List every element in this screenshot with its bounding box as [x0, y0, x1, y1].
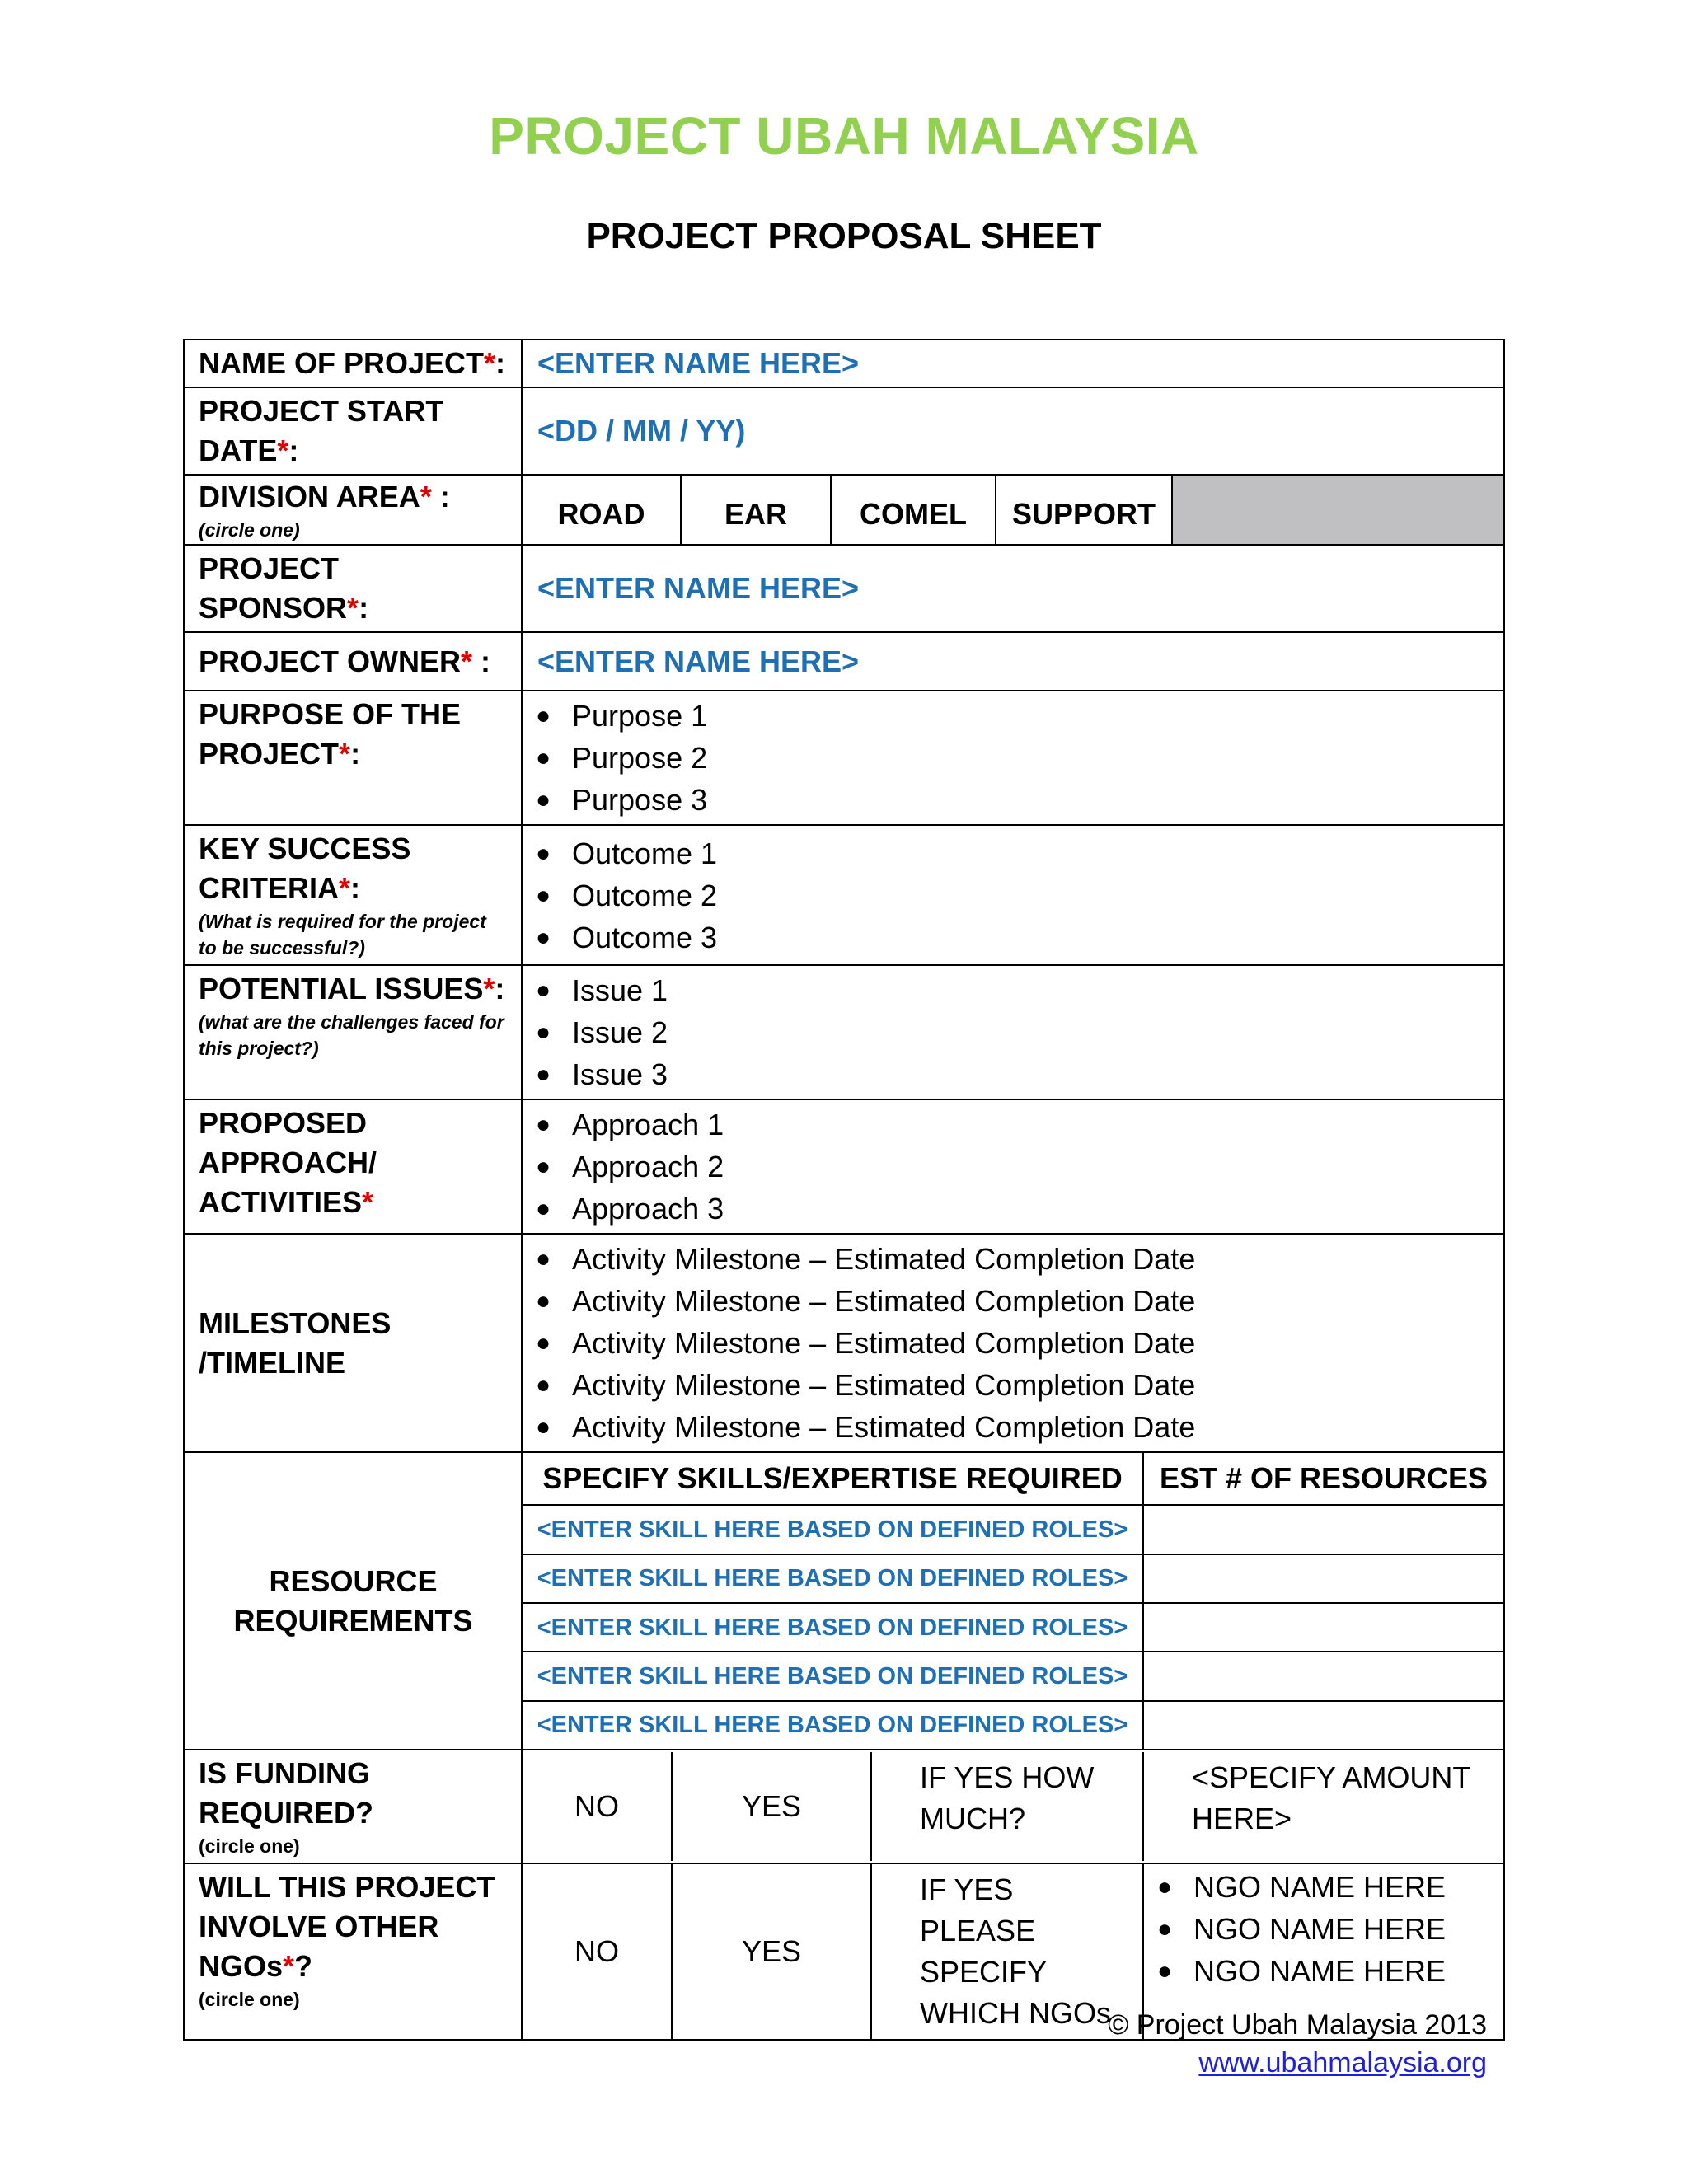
label-project-owner: PROJECT OWNER* : — [184, 632, 522, 691]
column-header-skills: SPECIFY SKILLS/EXPERTISE REQUIRED — [542, 1461, 1123, 1496]
ngos-list — [1144, 1864, 1503, 1995]
purpose-list — [523, 691, 1503, 824]
division-option-support[interactable]: SUPPORT — [996, 476, 1172, 544]
row-name-of-project — [184, 340, 1504, 387]
issues-list — [523, 966, 1503, 1099]
skill-field[interactable]: <ENTER SKILL HERE BASED ON DEFINED ROLES> — [523, 1554, 1143, 1603]
label-proposed-approach: PROPOSED APPROACH/ ACTIVITIES* — [184, 1099, 522, 1234]
table-row — [523, 1752, 1503, 1861]
bullet-icon: ● — [536, 1061, 551, 1088]
bullet-icon: ● — [536, 1019, 551, 1046]
ngos-option-yes[interactable]: YES — [672, 1864, 871, 2039]
issues-list-cell — [522, 965, 1504, 1099]
funding-question: IF YES HOW MUCH? — [871, 1752, 1143, 1861]
list-item[interactable]: ● Activity Milestone – Estimated Completion Date — [536, 1280, 1503, 1322]
approach-list-cell — [522, 1099, 1504, 1234]
resources-table — [523, 1453, 1503, 1749]
row-project-sponsor — [184, 545, 1504, 632]
column-header-resources: EST # OF RESOURCES — [1143, 1453, 1503, 1505]
bullet-icon: ● — [536, 702, 551, 729]
label-funding: IS FUNDING REQUIRED? (circle one) — [184, 1750, 522, 1863]
division-option-comel[interactable]: COMEL — [831, 476, 996, 544]
list-item[interactable]: ● Outcome 2 — [536, 874, 1503, 916]
skill-field[interactable]: <ENTER SKILL HERE BASED ON DEFINED ROLES> — [523, 1701, 1143, 1749]
label-resource-requirements: RESOURCE REQUIREMENTS — [184, 1452, 522, 1750]
funding-option-no[interactable]: NO — [574, 1789, 619, 1823]
bullet-icon: ● — [536, 1287, 551, 1315]
resource-count-field[interactable] — [1143, 1701, 1503, 1749]
list-item[interactable]: ● Purpose 3 — [536, 779, 1503, 821]
resource-count-field[interactable] — [1143, 1652, 1503, 1700]
skill-field[interactable]: <ENTER SKILL HERE BASED ON DEFINED ROLES> — [523, 1603, 1143, 1652]
label-key-success-criteria: KEY SUCCESS CRITERIA*: (What is required for the project to be successful?) — [184, 825, 522, 965]
footer — [1108, 2006, 1487, 2082]
bullet-icon: ● — [536, 1111, 551, 1138]
list-item[interactable]: ● Activity Milestone – Estimated Completion Date — [536, 1406, 1503, 1448]
approach-list — [523, 1100, 1503, 1233]
division-options-cell — [522, 475, 1504, 545]
bullet-icon: ● — [536, 881, 551, 909]
required-marker: * — [420, 480, 432, 513]
bullet-icon: ● — [536, 1329, 551, 1357]
list-item[interactable]: ● Issue 3 — [536, 1053, 1503, 1095]
list-item[interactable]: ● Issue 2 — [536, 1011, 1503, 1053]
division-option-ear[interactable]: EAR — [681, 476, 831, 544]
list-item[interactable]: ● Approach 3 — [536, 1188, 1503, 1230]
list-item[interactable]: ● NGO NAME HERE — [1157, 1908, 1503, 1950]
issues-hint: (what are the challenges faced for this project?) — [199, 1011, 504, 1059]
copyright-text: © Project Ubah Malaysia 2013 — [1108, 2009, 1487, 2041]
row-proposed-approach — [184, 1099, 1504, 1234]
bullet-icon: ● — [536, 1195, 551, 1222]
success-list — [523, 829, 1503, 962]
website-link[interactable]: www.ubahmalaysia.org — [1198, 2047, 1487, 2079]
row-start-date — [184, 387, 1504, 475]
division-shaded-cell — [1172, 476, 1503, 544]
label-division-area: DIVISION AREA* : (circle one) — [184, 475, 522, 545]
label-project-sponsor: PROJECT SPONSOR*: — [184, 545, 522, 632]
bullet-icon: ● — [1157, 1957, 1173, 1985]
success-hint: (What is required for the project to be successful?) — [199, 911, 486, 958]
list-item[interactable]: ● Activity Milestone – Estimated Completion Date — [536, 1238, 1503, 1280]
start-date-field[interactable]: <DD / MM / YY) — [522, 387, 1504, 475]
required-marker: * — [277, 434, 289, 467]
required-marker: * — [347, 591, 359, 625]
row-potential-issues — [184, 965, 1504, 1099]
table-row — [523, 1701, 1503, 1749]
project-sponsor-field[interactable]: <ENTER NAME HERE> — [522, 545, 1504, 632]
table-row — [523, 1505, 1503, 1554]
bullet-icon: ● — [536, 1245, 551, 1272]
required-marker: * — [483, 972, 495, 1005]
success-list-cell — [522, 825, 1504, 965]
label-purpose: PURPOSE OF THE PROJECT*: — [184, 691, 522, 825]
bullet-icon: ● — [536, 1371, 551, 1399]
row-funding — [184, 1750, 1504, 1863]
document-subtitle: PROJECT PROPOSAL SHEET — [586, 216, 1102, 256]
table-row — [523, 1603, 1503, 1652]
required-marker: * — [339, 871, 351, 905]
label-potential-issues: POTENTIAL ISSUES*: (what are the challenges faced for this project?) — [184, 965, 522, 1099]
required-marker: * — [283, 1949, 295, 1983]
row-project-owner — [184, 632, 1504, 691]
bullet-icon: ● — [536, 744, 551, 771]
list-item[interactable]: ● Activity Milestone – Estimated Completion Date — [536, 1322, 1503, 1364]
bullet-icon: ● — [1157, 1873, 1173, 1900]
row-purpose — [184, 691, 1504, 825]
list-item[interactable]: ● NGO NAME HERE — [1157, 1866, 1503, 1908]
document-title: PROJECT UBAH MALAYSIA — [489, 106, 1199, 166]
list-item[interactable]: ● Approach 1 — [536, 1104, 1503, 1146]
list-item[interactable]: ● Activity Milestone – Estimated Completion Date — [536, 1364, 1503, 1406]
funding-amount-field[interactable]: <SPECIFY AMOUNT HERE> — [1143, 1752, 1503, 1861]
bullet-icon: ● — [536, 1153, 551, 1180]
resource-count-field[interactable] — [1143, 1554, 1503, 1603]
bullet-icon: ● — [536, 977, 551, 1004]
list-item[interactable]: ● Purpose 2 — [536, 737, 1503, 779]
funding-cell — [522, 1750, 1504, 1863]
list-item[interactable]: ● Approach 2 — [536, 1146, 1503, 1188]
division-hint: (circle one) — [199, 519, 300, 541]
ngos-question: IF YES PLEASE SPECIFY WHICH NGOs — [871, 1864, 1143, 2039]
bullet-icon: ● — [1157, 1915, 1173, 1943]
proposal-form-table — [183, 339, 1505, 2041]
table-row — [523, 1453, 1503, 1505]
list-item[interactable]: ● Purpose 1 — [536, 695, 1503, 737]
resources-cell — [522, 1452, 1504, 1750]
row-division-area — [184, 475, 1504, 545]
milestones-list — [523, 1235, 1503, 1451]
table-row — [523, 1652, 1503, 1700]
required-marker: * — [362, 1185, 374, 1219]
label-start-date: PROJECT START DATE*: — [184, 387, 522, 475]
milestones-list-cell — [522, 1234, 1504, 1452]
label-milestones: MILESTONES /TIMELINE — [184, 1234, 522, 1452]
bullet-icon: ● — [536, 1413, 551, 1441]
table-row — [523, 1554, 1503, 1603]
skill-field[interactable]: <ENTER SKILL HERE BASED ON DEFINED ROLES> — [523, 1652, 1143, 1700]
bullet-icon: ● — [536, 839, 551, 867]
label-ngos: WILL THIS PROJECT INVOLVE OTHER NGOs*? (circle one) — [184, 1863, 522, 2040]
name-of-project-field[interactable]: <ENTER NAME HERE> — [522, 340, 1504, 387]
resource-count-field[interactable] — [1143, 1603, 1503, 1652]
list-item[interactable]: ● Outcome 1 — [536, 832, 1503, 874]
ngos-hint: (circle one) — [199, 1989, 300, 2010]
skill-field[interactable]: <ENTER SKILL HERE BASED ON DEFINED ROLES> — [523, 1505, 1143, 1554]
division-option-road[interactable]: ROAD — [557, 496, 645, 531]
row-key-success-criteria — [184, 825, 1504, 965]
required-marker: * — [339, 737, 351, 771]
resource-count-field[interactable] — [1143, 1505, 1503, 1554]
list-item[interactable]: ● NGO NAME HERE — [1157, 1950, 1503, 1992]
label-name-of-project: NAME OF PROJECT*: — [184, 340, 522, 387]
row-resource-requirements — [184, 1452, 1504, 1750]
row-milestones — [184, 1234, 1504, 1452]
list-item[interactable]: ● Issue 1 — [536, 969, 1503, 1011]
purpose-list-cell — [522, 691, 1504, 825]
ngos-option-no[interactable]: NO — [574, 1934, 619, 1968]
project-owner-field[interactable]: <ENTER NAME HERE> — [522, 632, 1504, 691]
bullet-icon: ● — [536, 786, 551, 813]
bullet-icon: ● — [536, 923, 551, 951]
funding-hint: (circle one) — [199, 1835, 300, 1857]
required-marker: * — [461, 644, 473, 678]
funding-option-yes[interactable]: YES — [672, 1752, 871, 1861]
required-marker: * — [484, 346, 496, 380]
list-item[interactable]: ● Outcome 3 — [536, 916, 1503, 958]
